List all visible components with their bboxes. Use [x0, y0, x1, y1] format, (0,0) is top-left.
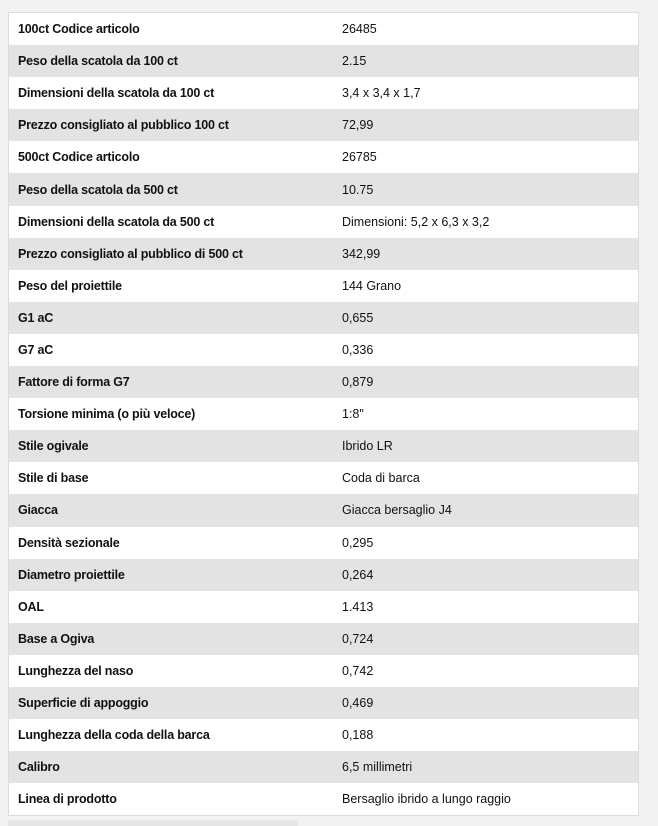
spec-value: 2.15 [342, 54, 367, 69]
scrollbar-track [8, 820, 298, 826]
spec-value: 342,99 [342, 246, 381, 261]
spec-label: Torsione minima (o più veloce) [18, 407, 196, 422]
table-row [9, 751, 638, 783]
spec-value: 3,4 x 3,4 x 1,7 [342, 86, 421, 101]
table-row [9, 527, 638, 559]
spec-label: Lunghezza del naso [18, 663, 134, 678]
table-row [9, 206, 638, 238]
table-row [9, 270, 638, 302]
spec-value: 1:8" [342, 407, 364, 422]
spec-label: Dimensioni della scatola da 100 ct [18, 86, 215, 101]
spec-label: 500ct Codice articolo [18, 150, 140, 165]
spec-label: Stile ogivale [18, 439, 89, 454]
table-row [9, 687, 638, 719]
table-row [9, 77, 638, 109]
table-row [9, 559, 638, 591]
table-row [9, 302, 638, 334]
table-row [9, 13, 638, 45]
spec-label: Giacca [18, 503, 58, 518]
spec-value: Coda di barca [342, 471, 420, 486]
spec-value: 0,469 [342, 696, 374, 711]
spec-label: Linea di prodotto [18, 792, 117, 807]
spec-value: 0,742 [342, 663, 374, 678]
table-row [9, 462, 638, 494]
spec-value: 0,264 [342, 567, 374, 582]
spec-label: Prezzo consigliato al pubblico di 500 ct [18, 246, 243, 261]
table-row [9, 430, 638, 462]
spec-value: 0,336 [342, 342, 374, 357]
spec-value: Dimensioni: 5,2 x 6,3 x 3,2 [342, 214, 490, 229]
spec-label: Calibro [18, 760, 60, 775]
table-row [9, 334, 638, 366]
spec-value: 26785 [342, 150, 377, 165]
table-row [9, 141, 638, 173]
spec-value: 0,655 [342, 310, 374, 325]
spec-label: G7 aC [18, 342, 54, 357]
spec-table [9, 13, 638, 815]
table-row [9, 238, 638, 270]
spec-label: Diametro proiettile [18, 567, 125, 582]
spec-value: 6,5 millimetri [342, 760, 413, 775]
spec-value: Bersaglio ibrido a lungo raggio [342, 792, 511, 807]
spec-label: Stile di base [18, 471, 89, 486]
table-row [9, 783, 638, 815]
table-row [9, 494, 638, 526]
spec-value: Ibrido LR [342, 439, 393, 454]
spec-label: Prezzo consigliato al pubblico 100 ct [18, 118, 229, 133]
spec-label: 100ct Codice articolo [18, 22, 140, 37]
spec-panel [8, 12, 639, 816]
spec-label: Base a Ogiva [18, 631, 95, 646]
spec-label: Peso della scatola da 100 ct [18, 54, 178, 69]
spec-label: Lunghezza della coda della barca [18, 728, 210, 743]
spec-value: 1.413 [342, 599, 374, 614]
table-row [9, 719, 638, 751]
spec-value: 10.75 [342, 182, 374, 197]
table-row [9, 591, 638, 623]
spec-value: 0,724 [342, 631, 374, 646]
spec-value: 26485 [342, 22, 377, 37]
table-row [9, 109, 638, 141]
table-row [9, 45, 638, 77]
spec-label: Fattore di forma G7 [18, 375, 130, 390]
spec-value: 0,295 [342, 535, 374, 550]
spec-label: Peso della scatola da 500 ct [18, 182, 178, 197]
table-row [9, 366, 638, 398]
spec-label: Densità sezionale [18, 535, 120, 550]
table-row [9, 173, 638, 205]
spec-label: Dimensioni della scatola da 500 ct [18, 214, 215, 229]
spec-label: OAL [18, 599, 44, 614]
spec-value: Giacca bersaglio J4 [342, 503, 452, 518]
table-row [9, 398, 638, 430]
spec-value: 72,99 [342, 118, 374, 133]
table-row [9, 655, 638, 687]
spec-label: G1 aC [18, 310, 54, 325]
table-row [9, 623, 638, 655]
spec-label: Peso del proiettile [18, 278, 122, 293]
spec-label: Superficie di appoggio [18, 696, 149, 711]
spec-value: 144 Grano [342, 278, 402, 293]
spec-value: 0,879 [342, 375, 374, 390]
spec-value: 0,188 [342, 728, 374, 743]
